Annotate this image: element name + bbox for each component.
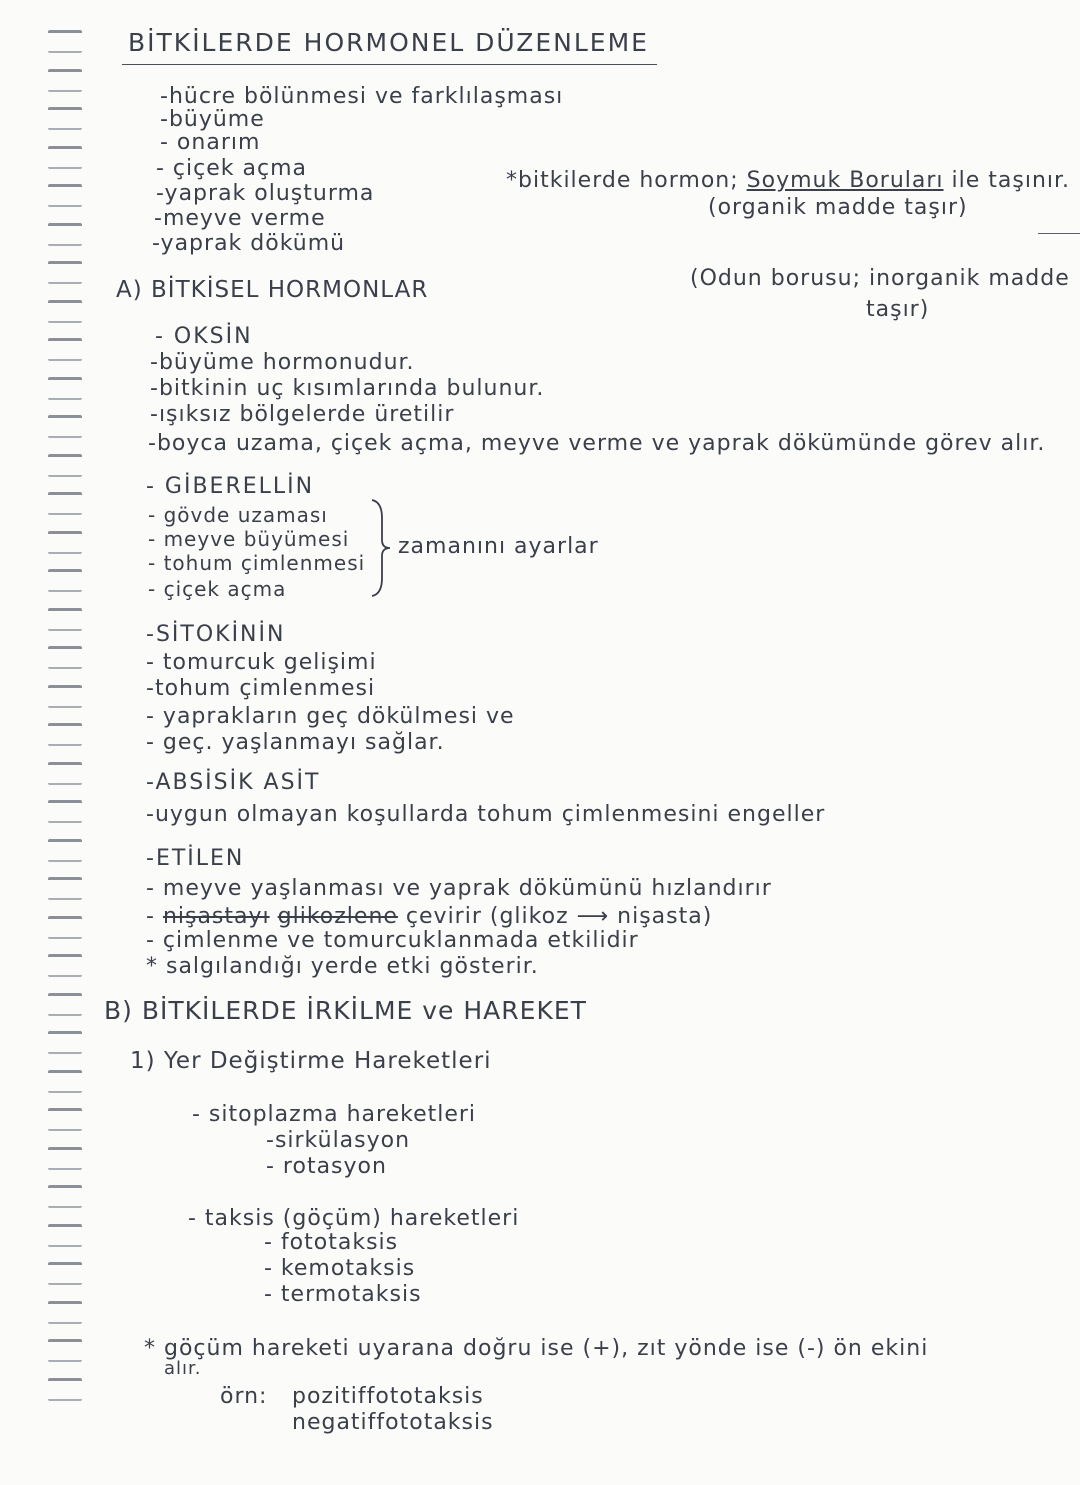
spiral-ring [48,762,82,785]
list-item: - nişastayı glikozlene çevirir (glikoz ⟶ nişasta) [146,904,713,929]
transport-note-organic: (organik madde taşır) [708,195,968,220]
list-item: - geç. yaşlanmayı sağlar. [146,730,445,755]
spiral-ring [48,146,82,169]
spiral-ring [48,954,82,977]
list-item: - tomurcuk gelişimi [146,650,377,675]
list-item: - kemotaksis [264,1256,416,1281]
spiral-ring [48,338,82,361]
spiral-ring [48,608,82,631]
section-a-heading: A) BİTKİSEL HORMONLAR [116,277,429,303]
spiral-ring [48,993,82,1016]
transport-note-suffix: ile taşınır. [951,168,1071,193]
spiral-ring [48,685,82,708]
list-item: - fototaksis [264,1230,399,1255]
list-item: * salgılandığı yerde etki gösterir. [146,954,539,979]
taksis-heading: - taksis (göçüm) hareketleri [188,1206,520,1231]
list-item: -bitkinin uç kısımlarında bulunur. [150,376,545,401]
spiral-ring [48,415,82,438]
giberellin-heading: - GİBERELLİN [146,474,315,499]
spiral-ring [48,1185,82,1208]
list-item: -yaprak oluşturma [156,181,375,206]
section-b-heading: B) BİTKİLERDE İRKİLME ve HAREKET [104,996,587,1025]
list-item: -sirkülasyon [266,1128,411,1153]
xylem-note: (Odun borusu; inorganik madde [690,266,1070,291]
spiral-ring [48,30,82,53]
spiral-ring [48,69,82,92]
spiral-ring [48,1301,82,1324]
sitokinin-heading: -SİTOKİNİN [146,622,286,647]
spiral-ring [48,1147,82,1170]
final-note: * göçüm hareketi uyarana doğru ise (+), zıt yönde ise (-) ön ekini [144,1336,929,1361]
xylem-note-end: taşır) [866,297,930,322]
final-note-end: alır. [164,1358,202,1379]
list-item: - termotaksis [264,1282,422,1307]
spiral-ring [48,223,82,246]
transport-note-prefix: *bitkilerde hormon; [506,168,739,193]
list-item: -ışıksız bölgelerde üretilir [150,402,455,427]
transport-note-phloem: Soymuk Boruları [746,168,944,193]
list-item: - meyve yaşlanması ve yaprak dökümünü hızlandırır [146,876,772,901]
spiral-ring [48,184,82,207]
brace-icon [368,498,396,598]
spiral-binding [48,30,88,1420]
spiral-ring [48,916,82,939]
spiral-ring [48,300,82,323]
list-item: -büyüme hormonudur. [150,350,415,375]
list-item: - çimlenme ve tomurcuklanmada etkilidir [146,928,639,953]
list-item: -büyüme [160,107,265,132]
page-title: BİTKİLERDE HORMONEL DÜZENLEME [128,28,649,57]
spiral-ring [48,1378,82,1401]
list-item: - yaprakların geç dökülmesi ve [146,704,515,729]
sitoplazma-heading: - sitoplazma hareketleri [192,1102,477,1127]
list-item: -hücre bölünmesi ve farklılaşması [160,84,564,109]
list-item: - rotasyon [266,1154,387,1179]
list-item: - çiçek açma [156,156,307,181]
spiral-ring [48,1339,82,1362]
margin-line [1038,233,1080,234]
etilen-conversion: çevirir (glikoz ⟶ nişasta) [405,904,713,929]
subsection-heading: 1) Yer Değiştirme Hareketleri [130,1048,492,1074]
example-item: pozitiffototaksis [292,1384,484,1409]
example-item: negatiffototaksis [292,1410,494,1435]
example-label: örn: [220,1384,268,1409]
struck-word: nişastayı [162,904,270,929]
list-item: - meyve büyümesi [148,527,350,551]
spiral-ring [48,1070,82,1093]
spiral-ring [48,877,82,900]
spiral-ring [48,454,82,477]
list-item: -tohum çimlenmesi [146,676,376,701]
spiral-ring [48,531,82,554]
spiral-ring [48,1262,82,1285]
spiral-ring [48,261,82,284]
list-item: - onarım [160,130,261,155]
etilen-heading: -ETİLEN [146,846,245,871]
spiral-ring [48,492,82,515]
struck-word: glikozlene [277,904,398,929]
list-item: - gövde uzaması [148,503,328,527]
list-item: - tohum çimlenmesi [148,551,366,575]
list-item: -uygun olmayan koşullarda tohum çimlenmesini engeller [146,802,826,827]
transport-note [506,168,1070,194]
spiral-ring [48,569,82,592]
list-item: - çiçek açma [148,577,287,601]
spiral-ring [48,1031,82,1054]
spiral-ring [48,1224,82,1247]
spiral-ring [48,723,82,746]
spiral-ring [48,800,82,823]
absisik-heading: -ABSİSİK ASİT [146,770,321,795]
spiral-ring [48,377,82,400]
list-item: -yaprak dökümü [152,231,346,256]
oksin-heading: - OKSİN [155,324,253,349]
spiral-ring [48,1108,82,1131]
list-item: -meyve verme [154,206,326,231]
giberellin-brace-note: zamanını ayarlar [398,534,599,559]
spiral-ring [48,107,82,130]
spiral-ring [48,839,82,862]
title-underline [122,64,657,65]
list-item: -boyca uzama, çiçek açma, meyve verme ve yaprak dökümünde görev alır. [148,431,1046,456]
spiral-ring [48,646,82,669]
